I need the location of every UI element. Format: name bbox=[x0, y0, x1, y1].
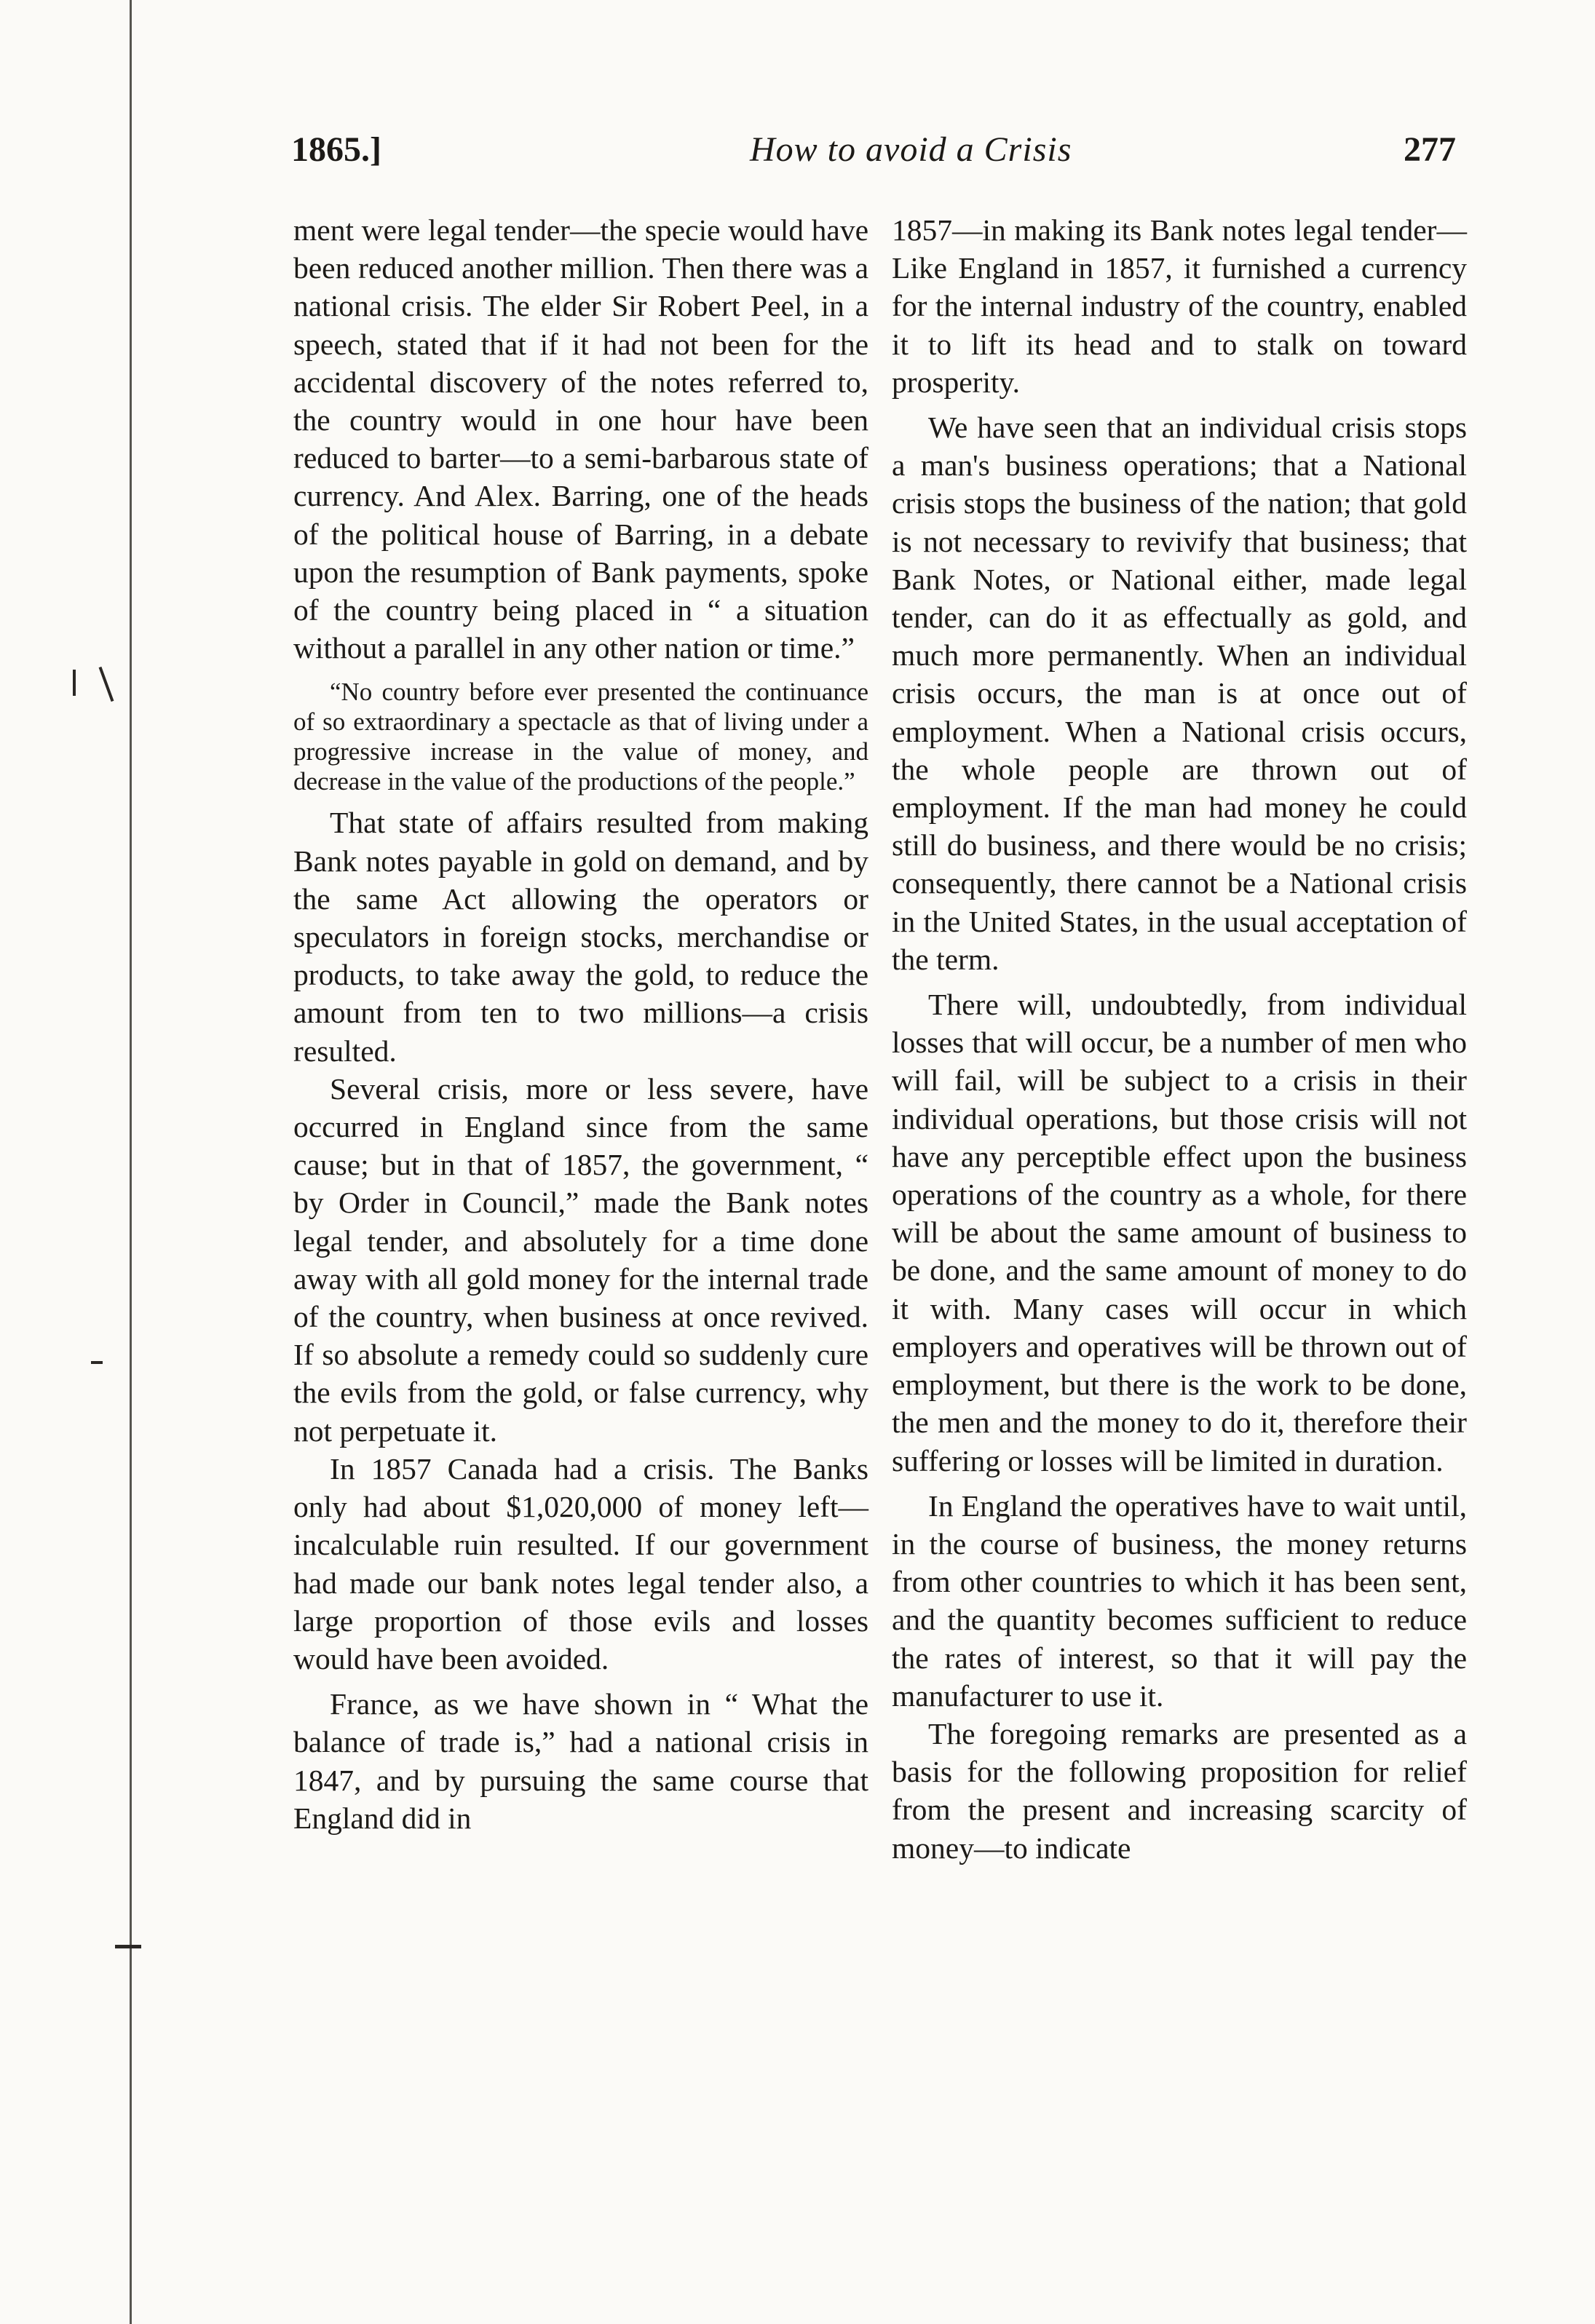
paragraph: France, as we have shown in “ What the balance of trade is,” had a national crisis in 1847, and by pursuing the same course that England did in bbox=[293, 1687, 868, 1835]
page-number: 277 bbox=[1404, 130, 1456, 169]
paragraph: We have seen that an individual crisis stops a man's business operations; that a National crisis stops the business of the nation; that gold is not necessary to revivify that business; that Bank Notes, or National either, made legal tender, can do it as effectually as gold, and much more permanently. When an individual crisis occurs, the man is at once out of employment. When a National crisis occurs, the whole people are thrown out of employment. If the man had money he could still do business, and there would be no crisis; consequently, there cannot be a National crisis in the United States, in the usual acceptation of the term. bbox=[892, 411, 1467, 976]
paragraph: The foregoing remarks are presented as a basis for the following proposition for relief from the present and increasing scarcity of money—to indicate bbox=[892, 1716, 1467, 1865]
margin-mark bbox=[73, 670, 76, 696]
margin-mark bbox=[99, 667, 114, 702]
paragraph: ment were legal tender—the specie would have been reduced another million. Then there was a national crisis. The elder Sir Robert Peel, in a speech, stated that if it had not been for the accidental discovery of the notes referred to, the country would in one hour have been reduced to barter—to a semi-barbarous state of currency. And Alex. Barring, one of the heads of the political house of Barring, in a debate upon the resumption of Bank payments, spoke of the country being placed in “ a situation without a parallel in any other nation or time.” bbox=[293, 213, 868, 665]
page-margin-rule bbox=[130, 0, 132, 2324]
paragraph: In 1857 Canada had a crisis. The Banks only had about $1,020,000 of money left—incalculable ruin resulted. If our government had made our bank notes legal tender also, a large proportion of those evils and losses would have been avoided. bbox=[293, 1451, 868, 1675]
margin-mark bbox=[115, 1945, 141, 1948]
paragraph: 1857—in making its Bank notes legal tender—Like England in 1857, it furnished a currency for the internal industry of the country, enabled it to lift its head and to stalk on toward prosperity. bbox=[892, 213, 1467, 399]
running-header bbox=[291, 130, 1456, 188]
left-column bbox=[293, 211, 868, 1837]
paragraph: Several crisis, more or less severe, have occurred in England since from the same cause; but in that of 1857, the government, “ by Order in Council,” made the Bank notes legal tender, and absolutely for a time done away with all gold money for the internal trade of the country, when business at once revived. If so absolute a remedy could so suddenly cure the evils from the gold, or false currency, why not perpetuate it. bbox=[293, 1071, 868, 1448]
paragraph: There will, undoubtedly, from individual losses that will occur, be a number of men who will fail, will be subject to a crisis in their individual operations, but those crisis will not have any perceptible effect upon the business operations of the country as a whole, for there will be about the same amount of business to be done, and the same amount of money to do it with. Many cases will occur in which employers and operatives will be thrown out of employment, but there is the work to be done, the men and the money to do it, therefore their suffering or losses will be limited in duration. bbox=[892, 988, 1467, 1478]
header-year: 1865.] bbox=[291, 130, 381, 169]
header-title: How to avoid a Crisis bbox=[750, 130, 1072, 169]
block-quote: “No country before ever presented the continuance of so extraordinary a spectacle as that of living under a progressive increase in the value of money, and decrease in the value of the productions of the people.” bbox=[293, 678, 868, 796]
right-column bbox=[892, 211, 1467, 1867]
paragraph: That state of affairs resulted from making Bank notes payable in gold on demand, and by the same Act allowing the operators or speculators in foreign stocks, merchandise or products, to take away the gold, to reduce the amount from ten to two millions—a crisis resulted. bbox=[293, 806, 868, 1068]
margin-mark bbox=[91, 1361, 103, 1364]
paragraph: In England the operatives have to wait until, in the course of business, the money returns from other countries to which it has been sent, and the quantity becomes sufficient to reduce the rates of interest, so that it will pay the manufacturer to use it. bbox=[892, 1488, 1467, 1713]
